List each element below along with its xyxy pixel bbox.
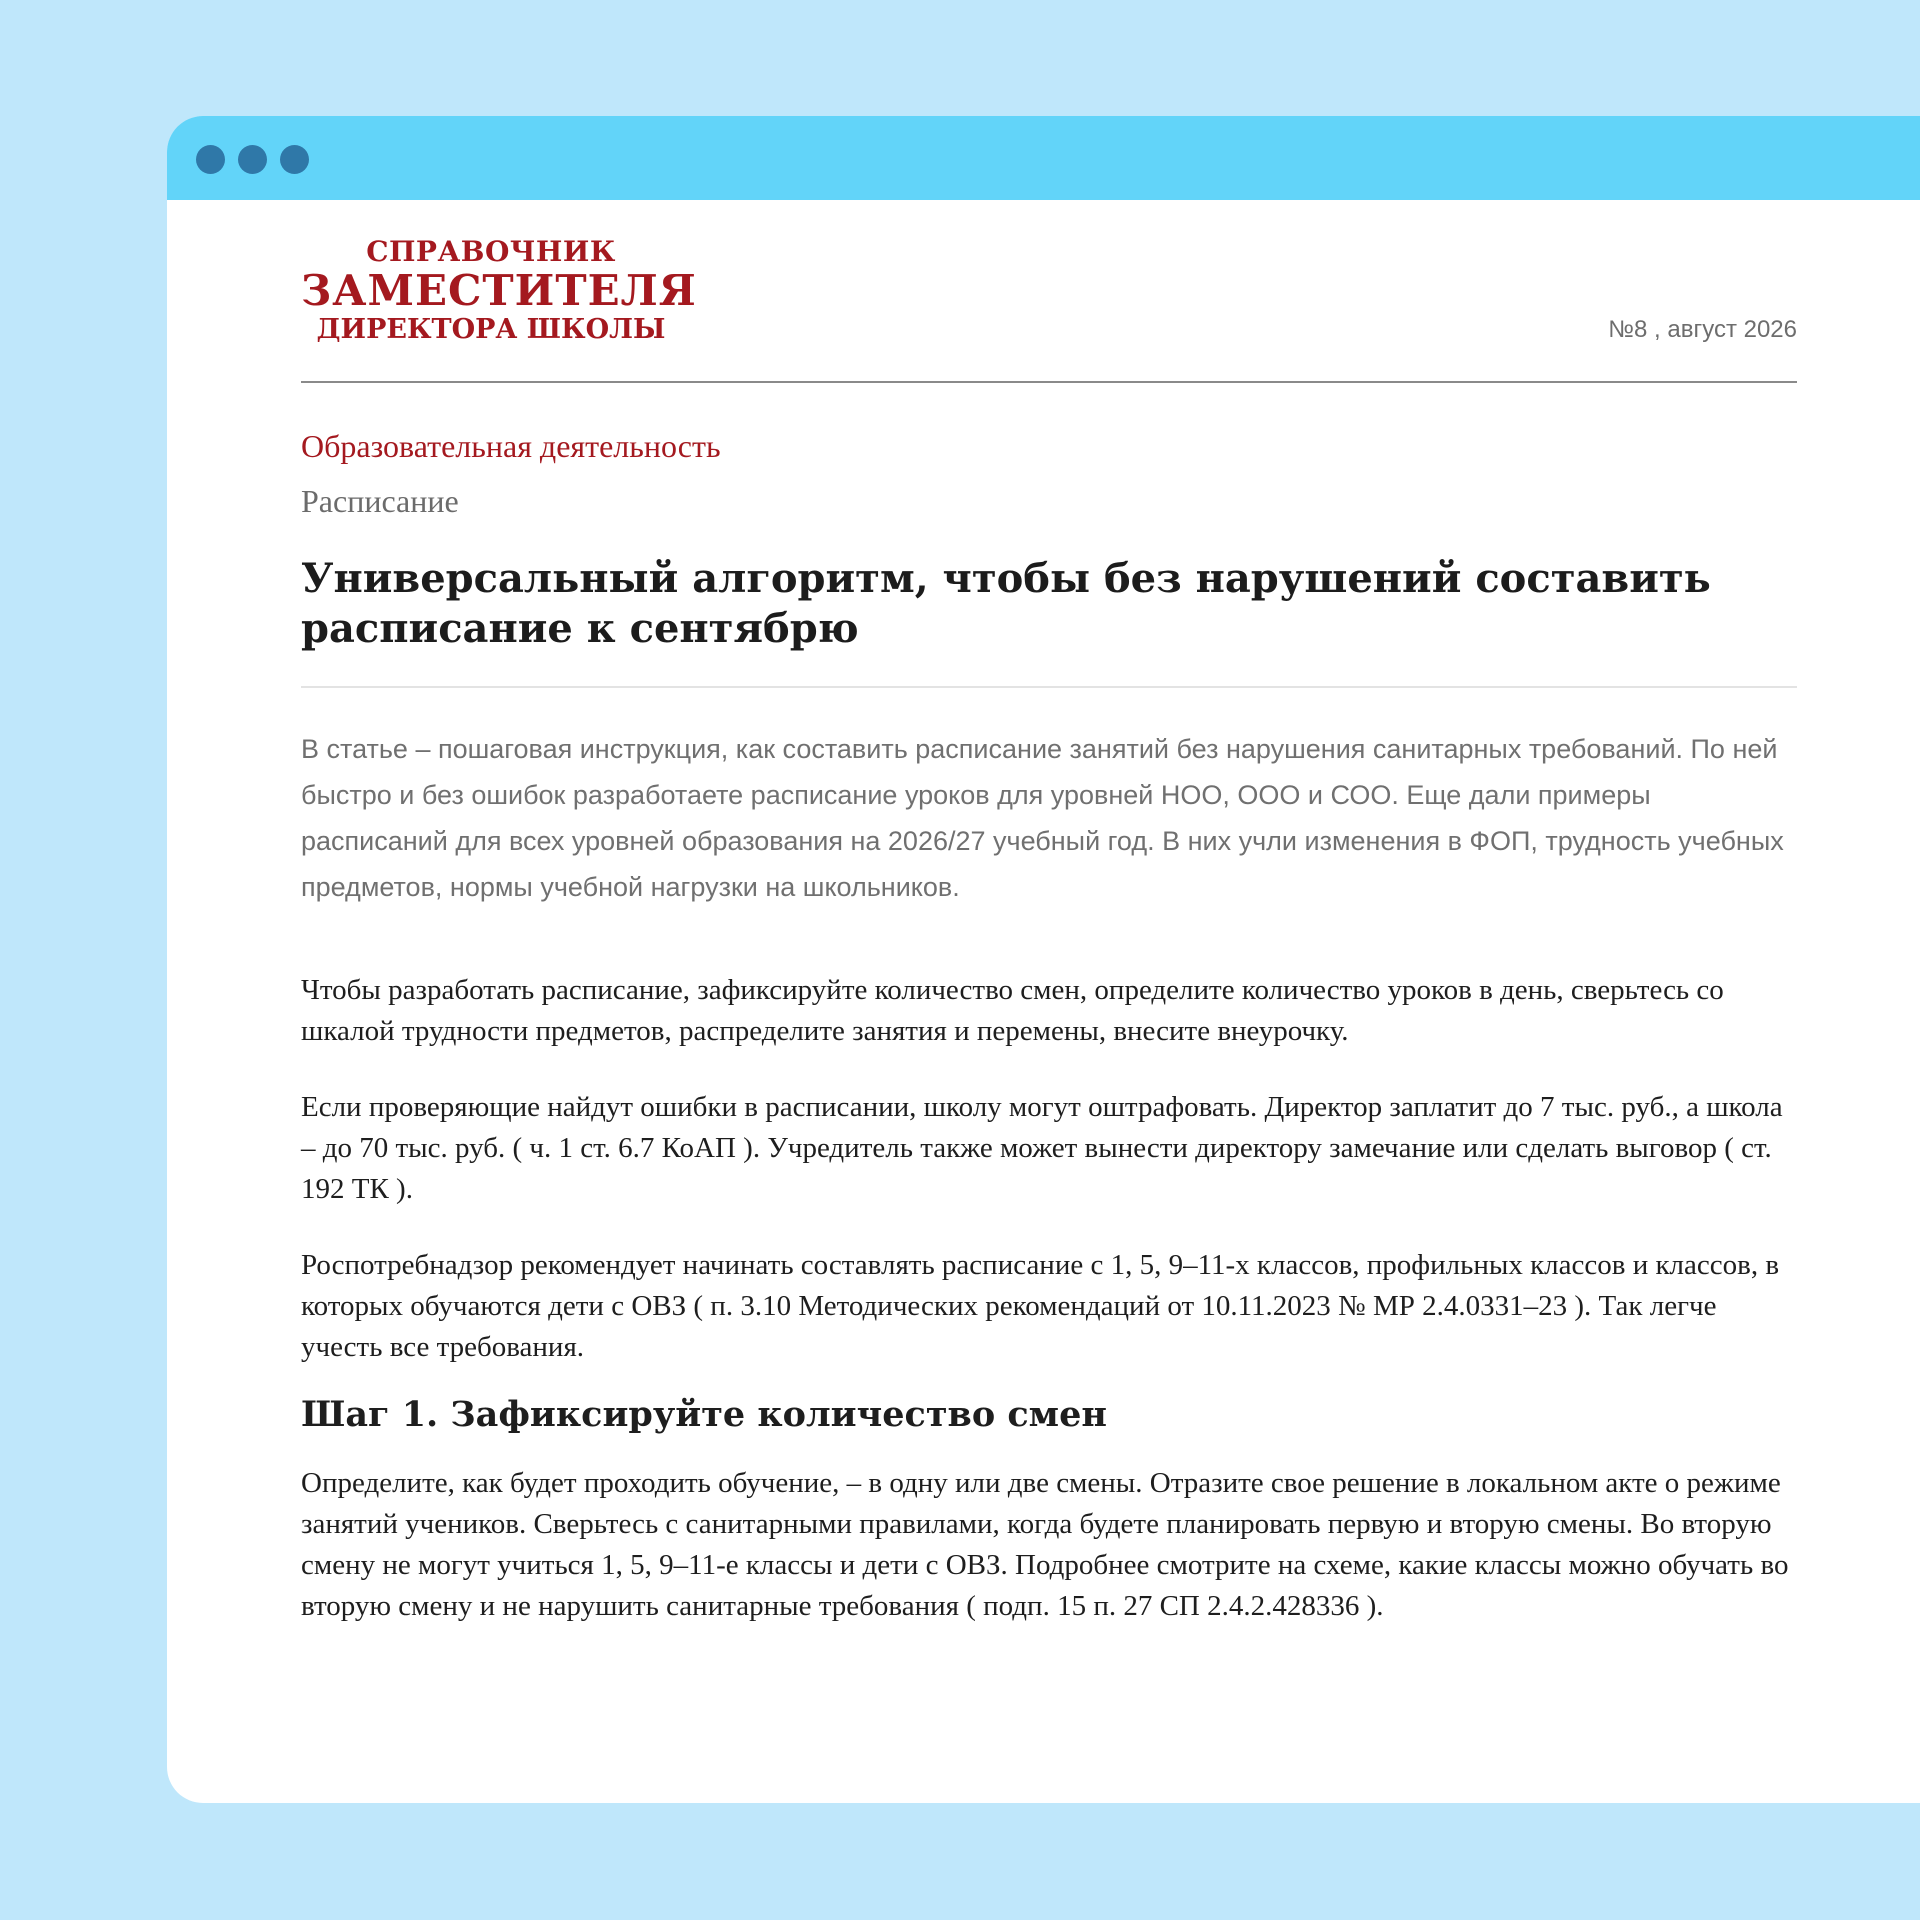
breadcrumb-subcategory[interactable]: Расписание	[301, 483, 459, 519]
journal-logo[interactable]	[301, 235, 697, 345]
logo-line-3: ДИРЕКТОРА ШКОЛЫ	[316, 314, 666, 345]
browser-window	[167, 116, 1920, 1803]
article-paragraph: Определите, как будет проходить обучение, – в одну или две смены. Отразите свое решение в локальном акте о режиме занятий учеников. Сверьтесь с санитарными правилами, когда будете планировать первую и вторую смены. Во вторую смену не могут учиться 1, 5, 9–11-е классы и дети с ОВЗ. Подробнее смотрите на схеме, какие классы можно обучать во вторую смену и не нарушить санитарные требования ( подп. 15 п. 27 СП 2.4.2.428336 ).	[301, 1467, 1789, 1622]
article-lead: В статье – пошаговая инструкция, как составить расписание занятий без нарушения санитарных требований. По ней быстро и без ошибок разработаете расписание уроков для уровней НОО, ООО и СОО. Еще дали примеры расписаний для всех уровней образования на 2026/27 учебный год. В них учли изменения в ФОП, трудность учебных предметов, нормы учебной нагрузки на школьников.	[301, 734, 1784, 902]
article-paragraph: Чтобы разработать расписание, зафиксируйте количество смен, определите количество уроков в день, сверьтесь со шкалой трудности предметов, распределите занятия и перемены, внесите внеурочку.	[301, 974, 1724, 1047]
window-titlebar	[167, 116, 1920, 200]
window-control-dot[interactable]	[238, 145, 267, 174]
issue-info: №8 , август 2026	[1608, 316, 1797, 343]
window-control-dot[interactable]	[196, 145, 225, 174]
window-control-dot[interactable]	[280, 145, 309, 174]
article-paragraph: Если проверяющие найдут ошибки в расписании, школу могут оштрафовать. Директор заплатит до 7 тыс. руб., а школа – до 70 тыс. руб. ( ч. 1 ст. 6.7 КоАП ). Учредитель также может вынести директору замечание или сделать выговор ( ст. 192 ТК ).	[301, 1091, 1783, 1205]
logo-line-1: СПРАВОЧНИК	[366, 235, 616, 268]
page-header	[301, 200, 1797, 383]
article-page	[301, 200, 1797, 1627]
logo-line-2: ЗАМЕСТИТЕЛЯ	[301, 266, 697, 315]
breadcrumb-category[interactable]: Образовательная деятельность	[301, 428, 721, 464]
article-title: Универсальный алгоритм, чтобы без нарушений составить расписание к сентябрю	[301, 554, 1797, 688]
article-paragraph: Роспотребнадзор рекомендует начинать составлять расписание с 1, 5, 9–11-х классов, профильных классов и классов, в которых обучаются дети с ОВЗ ( п. 3.10 Методических рекомендаций от 10.11.2023 № МР 2.4.0331–23 ). Так легче учесть все требования.	[301, 1249, 1780, 1363]
step-heading: Шаг 1. Зафиксируйте количество смен	[301, 1394, 1107, 1435]
